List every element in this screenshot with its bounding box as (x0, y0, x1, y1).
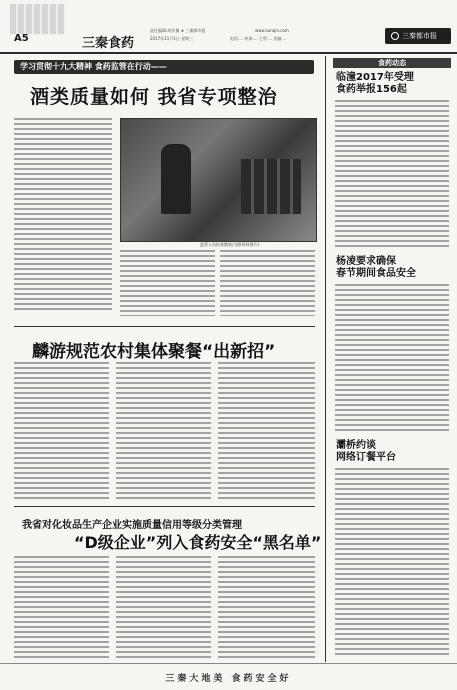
story3-body-col2 (116, 556, 211, 658)
campaign-banner: 学习贯彻十九大精神 食药监管在行动—— (14, 60, 314, 74)
story3-body-col3 (218, 556, 315, 658)
story3-headline: “D级企业”列入食药安全“黑名单” (74, 533, 322, 552)
divider-rule (14, 506, 315, 507)
city-wall-graphic (10, 4, 65, 34)
footer (0, 663, 457, 690)
story1-body-col1 (14, 118, 112, 310)
newspaper-logo (385, 28, 451, 44)
website-line: www.sanqin.com (255, 28, 289, 33)
sidebar-headline-3a: 灞桥约谈 (336, 440, 376, 451)
masthead (0, 0, 457, 54)
story1-photo-caption: 监管人员检查散装白酒(资料图片) (200, 242, 260, 247)
story2-headline: 麟游规范农村集体聚餐“出新招” (32, 342, 276, 362)
sidebar-headline-3b: 网络订餐平台 (336, 452, 396, 463)
editor-line: 责任编辑:胡亚楠 ★ 三秦都市报 (150, 28, 206, 33)
footer-slogan: 三秦大地美 食药安全好 (165, 674, 292, 684)
sidebar-headline-1b: 食药举报156起 (336, 84, 407, 95)
section-title: 三秦食药 (82, 36, 135, 51)
divider-rule (14, 326, 315, 327)
sidebar-headline-1a: 临潼2017年受理 (336, 72, 414, 83)
story2-body-col2 (116, 362, 211, 500)
story1-headline: 酒类质量如何 我省专项整治 (30, 86, 278, 108)
story1-body-col3 (220, 250, 315, 316)
story1-photo (120, 118, 317, 242)
contacts-line: 电话:... 传真:... 主管:... 美编:... (230, 36, 287, 41)
story2-body-col3 (218, 362, 315, 500)
sidebar-headline-2a: 杨凌要求确保 (336, 256, 396, 267)
sidebar-headline-2b: 春节期间食品安全 (336, 268, 416, 279)
logo-text: 三秦都市报 (402, 32, 437, 40)
story1-body-col2 (120, 250, 215, 316)
sidebar-body-1 (335, 100, 449, 250)
sidebar-body-3 (335, 468, 449, 658)
photo-shelves (241, 159, 301, 214)
column-divider (325, 56, 326, 662)
logo-circle-icon (391, 32, 399, 40)
story2-body-col1 (14, 362, 109, 500)
sidebar-body-2 (335, 284, 449, 434)
photo-person (161, 144, 191, 214)
sidebar-tag: 食药动态 (333, 58, 451, 68)
story3-body-col1 (14, 556, 109, 658)
page-number: A5 (14, 33, 29, 44)
story3-deck: 我省对化妆品生产企业实施质量信用等级分类管理 (22, 520, 242, 531)
date-line: 2017年11月1日 星期三 (150, 36, 194, 41)
